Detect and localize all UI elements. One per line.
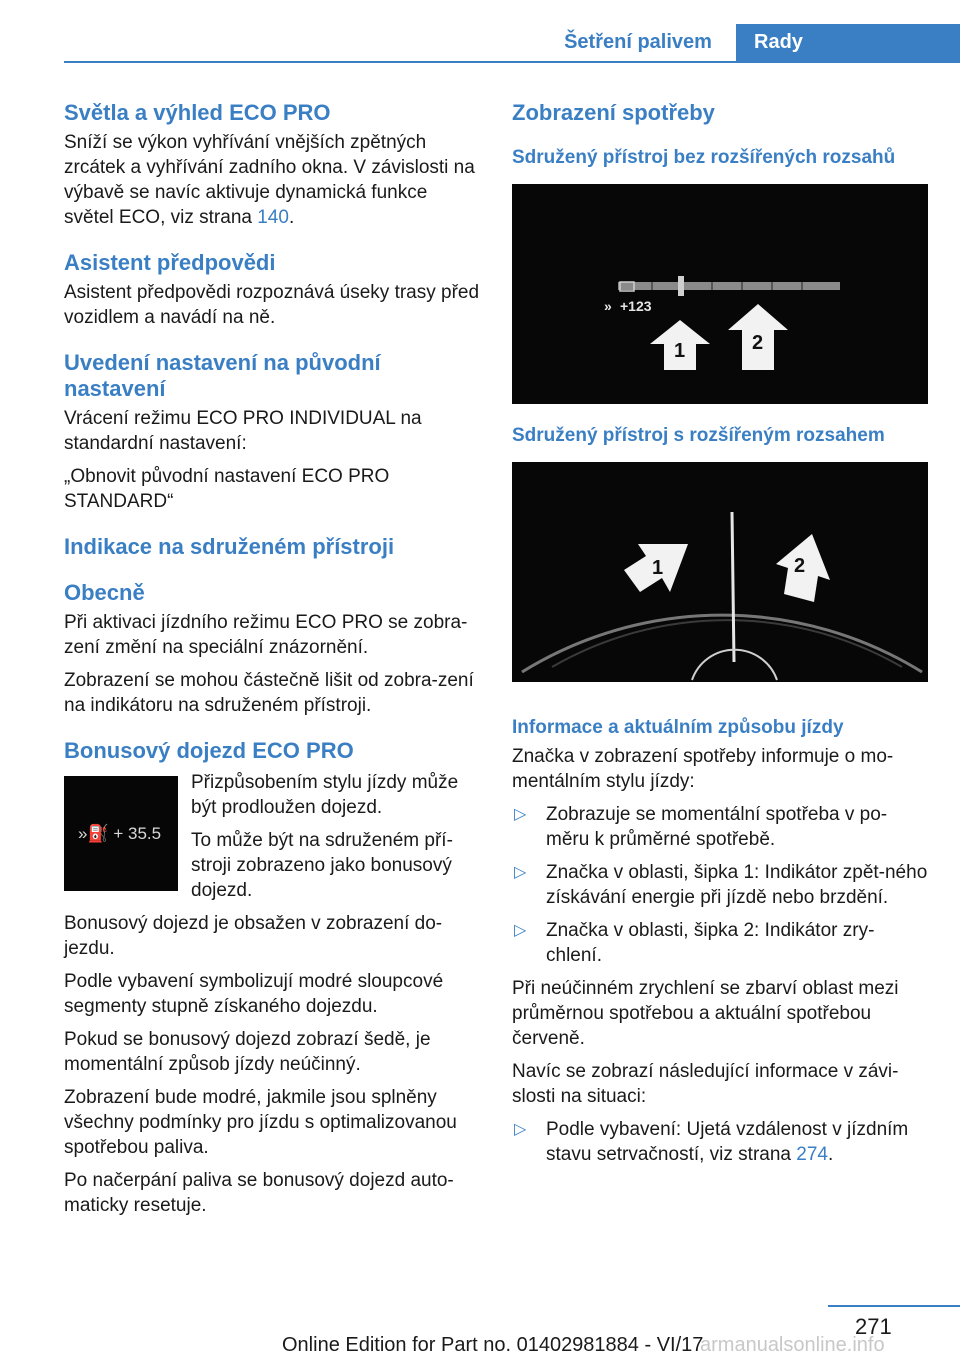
- page-link-274[interactable]: 274: [796, 1144, 828, 1165]
- page-link-140[interactable]: 140: [257, 207, 289, 228]
- triangle-bullet-icon: ▷: [514, 806, 527, 823]
- page-number: 271: [855, 1314, 892, 1339]
- bullet-list: [512, 1117, 928, 1167]
- list-item: ▷ Značka v oblasti, šipka 2: Indikátor zry-chlení.: [514, 920, 875, 966]
- svg-text:»: »: [604, 298, 612, 314]
- bullet-list: [512, 802, 928, 968]
- paragraph: Zobrazení se mohou částečně lišit od zobra-zení na indikátoru na sdruženém přístroji.: [64, 670, 474, 716]
- figure-cluster-basic: [512, 184, 928, 404]
- heading-consumption-display: Zobrazení spotřeby: [512, 100, 715, 125]
- heading-eco-lights: Světla a výhled ECO PRO: [64, 100, 331, 125]
- paragraph: Při aktivaci jízdního režimu ECO PRO se zobra-zení změní na speciální znázornění.: [64, 612, 468, 658]
- list-item: ▷ Značka v oblasti, šipka 1: Indikátor zpět-ného získávání energie při jízdě nebo brzdění.: [514, 862, 928, 908]
- triangle-bullet-icon: ▷: [514, 922, 527, 939]
- bonus-range-block: [64, 770, 480, 903]
- paragraph: Pokud se bonusový dojezd zobrazí šedě, je momentální způsob jízdy neúčinný.: [64, 1029, 431, 1075]
- fig2-arrow-2-label: 2: [794, 555, 806, 577]
- header-rule: [64, 61, 960, 63]
- header-section-tab[interactable]: Šetření palivem: [564, 31, 712, 53]
- list-item: ▷ Zobrazuje se momentální spotřeba v po-měru k průměrné spotřebě.: [514, 804, 888, 850]
- triangle-bullet-icon: ▷: [514, 864, 527, 881]
- paragraph: Bonusový dojezd je obsažen v zobrazení do-jezdu.: [64, 913, 443, 959]
- paragraph: Přizpůsobením stylu jízdy může být prodloužen dojezd.: [191, 772, 459, 818]
- list-item: ▷ Podle vybavení: Ujetá vzdálenost v jízdním stavu setrvačností, viz strana 274.: [514, 1119, 909, 1165]
- heading-bonus-range: Bonusový dojezd ECO PRO: [64, 738, 354, 763]
- heading-cluster-extended: Sdružený přístroj s rozšířeným rozsahem: [512, 425, 885, 446]
- right-column: [512, 100, 928, 1167]
- heading-reset-settings: Uvedení nastavení na původní nastavení: [64, 350, 381, 401]
- fig2-arrow-1-label: 1: [652, 557, 664, 579]
- header-chapter-tab[interactable]: Rady: [736, 24, 960, 61]
- paragraph: Při neúčinném zrychlení se zbarví oblast mezi průměrnou spotřebou a aktuální spotřebou červeně.: [512, 978, 899, 1049]
- fig1-arrow-2-label: 2: [752, 332, 764, 354]
- paragraph: Vrácení režimu ECO PRO INDIVIDUAL na standardní nastavení:: [64, 408, 422, 454]
- heading-cluster-indication: Indikace na sdruženém přístroji: [64, 534, 395, 559]
- fig1-arrow-1-label: 1: [674, 340, 686, 362]
- heading-driving-style-info: Informace a aktuálním způsobu jízdy: [512, 717, 844, 738]
- bonus-range-display-image: [64, 776, 178, 891]
- figure-cluster-extended: [512, 462, 928, 682]
- paragraph: Podle vybavení symbolizují modré sloupcové segmenty stupně získaného dojezdu.: [64, 971, 444, 1017]
- footer-rule: [828, 1305, 960, 1307]
- paragraph: Sníží se výkon vyhřívání vnějších zpětných zrcátek a vyhřívání zadního okna. V závislosti na výbavě se navíc aktivuje dynamická funkce světel ECO, viz strana 140.: [64, 132, 475, 228]
- watermark: armanualsonline.info: [700, 1334, 885, 1356]
- heading-general: Obecně: [64, 580, 145, 605]
- cluster-extended-svg: [512, 462, 928, 682]
- paragraph: Navíc se zobrazí následující informace v závi-slosti na situaci:: [512, 1061, 899, 1107]
- fig1-value: +123: [620, 298, 652, 314]
- triangle-bullet-icon: ▷: [514, 1121, 527, 1138]
- paragraph: Značka v zobrazení spotřeby informuje o mo-mentálním stylu jízdy:: [512, 746, 894, 792]
- paragraph: „Obnovit původní nastavení ECO PRO STANDARD“: [64, 466, 390, 512]
- paragraph: Po načerpání paliva se bonusový dojezd auto-maticky resetuje.: [64, 1170, 454, 1216]
- edition-footer: Online Edition for Part no. 01402981884 - VI/17: [282, 1334, 704, 1356]
- bonus-range-value: »⛽ + 35.5: [78, 824, 162, 843]
- paragraph: Asistent předpovědi rozpoznává úseky trasy před vozidlem a navádí na ně.: [64, 282, 480, 328]
- cluster-basic-svg: [512, 184, 928, 404]
- paragraph: Zobrazení bude modré, jakmile jsou splněny všechny podmínky pro jízdu s optimalizovanou spotřebou paliva.: [64, 1087, 457, 1158]
- heading-cluster-basic: Sdružený přístroj bez rozšířených rozsahů: [512, 147, 896, 168]
- heading-predictive-assistant: Asistent předpovědi: [64, 250, 276, 275]
- paragraph: To může být na sdruženém pří-stroji zobrazeno jako bonusový dojezd.: [191, 830, 453, 901]
- left-column: [64, 100, 480, 1218]
